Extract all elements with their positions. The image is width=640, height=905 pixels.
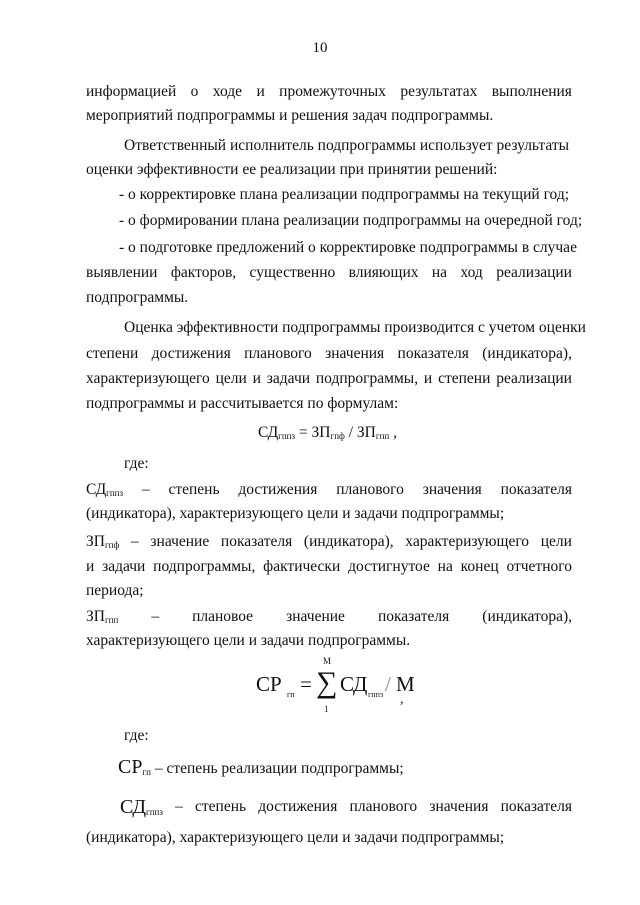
- formula-sd-symbol: СД: [258, 424, 279, 441]
- formula-2: [256, 656, 456, 714]
- formula-comma: ,: [400, 692, 404, 707]
- text-line: периода;: [86, 582, 144, 599]
- formula-sd-symbol: СД: [340, 672, 368, 696]
- text-line: информацией о ходе и промежуточных результатах выполнения: [86, 83, 572, 100]
- paragraph-start: Оценка эффективности подпрограммы производится с учетом оценки: [124, 319, 586, 336]
- text-line: выявлении факторов, существенно влияющих на ход реализации: [86, 264, 572, 281]
- sum-lower-limit: 1: [324, 704, 329, 714]
- definition-sd-2: $СД_{гппз}$ – степень достижения планового значения показателя: [120, 796, 572, 818]
- text-line: оценки эффективности ее реализации при принятии решений:: [86, 161, 498, 178]
- formula-zp-planned: ЗП: [356, 424, 376, 441]
- formula-cp-symbol: СР: [256, 672, 282, 696]
- formula-sd-subscript: гппз: [278, 431, 296, 441]
- list-item: - о подготовке предложений о корректировке подпрограммы в случае: [119, 239, 577, 256]
- list-item: - о корректировке плана реализации подпрограммы на текущий год;: [119, 186, 570, 203]
- text-line: подпрограммы и рассчитывается по формулам:: [86, 395, 399, 412]
- page-number: 10: [312, 40, 328, 56]
- sum-upper-limit: M: [323, 656, 332, 666]
- formula-equals: =: [295, 424, 312, 441]
- text-line: характеризующего цели и задачи подпрограммы.: [86, 632, 411, 649]
- text-line: характеризующего цели и задачи подпрограммы, и степени реализации: [86, 370, 572, 387]
- text-line: степени достижения планового значения показателя (индикатора),: [86, 345, 572, 362]
- formula-divide: /: [385, 672, 391, 696]
- formula-cp-subscript: гп: [287, 690, 295, 699]
- definition-zp-planned: $ЗП_{гпп}$ – плановое значение показателя (индикатора),: [86, 608, 572, 625]
- where-label: где:: [124, 455, 149, 472]
- text-line: подпрограммы.: [86, 289, 189, 306]
- formula-comma: ,: [389, 424, 397, 441]
- definition-cp: $СР_{гп}$ – степень реализации подпрограммы;: [118, 756, 404, 778]
- formula-zp-actual: ЗП: [311, 424, 331, 441]
- where-label: где:: [124, 727, 149, 744]
- formula-sd-subscript: гппз: [368, 690, 384, 699]
- definition-zp-actual: $ЗП_{гпф}$ – значение показателя (индикатора), характеризующего цели: [86, 533, 572, 550]
- text-line: и задачи подпрограммы, фактически достигнутое на конец отчетного: [86, 558, 572, 575]
- sum-icon: ∑: [316, 666, 338, 699]
- text-line: (индикатора), характеризующего цели и задачи подпрограммы;: [86, 505, 505, 522]
- text-line: (индикатора), характеризующего цели и задачи подпрограммы;: [86, 829, 505, 846]
- list-item: - о формировании плана реализации подпрограммы на очередной год;: [119, 212, 583, 229]
- text-line: мероприятий подпрограммы и решения задач подпрограммы.: [86, 107, 494, 124]
- formula-zp-actual-subscript: гпф: [330, 431, 345, 441]
- formula-divide: /: [344, 424, 357, 441]
- definition-sd: $СД_{гппз}$ – степень достижения планового значения показателя: [86, 481, 572, 498]
- paragraph-start: Ответственный исполнитель подпрограммы использует результаты: [124, 137, 570, 154]
- formula-m: М: [396, 672, 415, 696]
- formula-zp-planned-subscript: гпп: [375, 431, 390, 441]
- formula-1: [258, 424, 397, 442]
- formula-equals: =: [300, 672, 312, 696]
